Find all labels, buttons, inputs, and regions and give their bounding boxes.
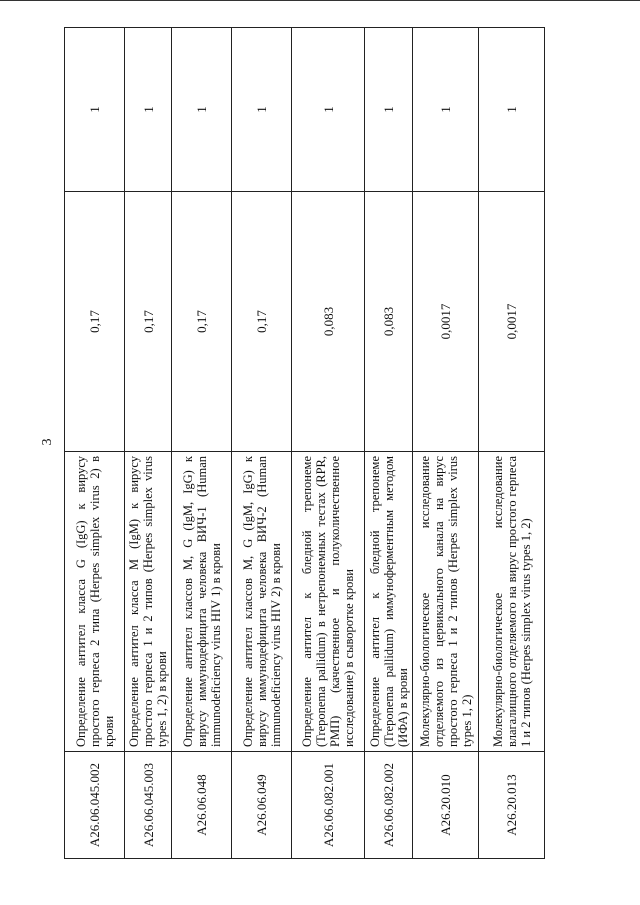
- frequency-coefficient: 0,17: [232, 192, 292, 452]
- table-row: [125, 28, 172, 859]
- service-name: Определение антител класса M (IgM) к вирусу простого герпеса 1 и 2 типов (Herpes simplex virus types 1, 2) в крови: [125, 452, 172, 752]
- services-table-container: [64, 28, 636, 859]
- service-code: A26.06.048: [172, 752, 232, 859]
- frequency-coefficient: 0,083: [292, 192, 365, 452]
- multiplicity: 1: [479, 28, 545, 192]
- table-row: [479, 28, 545, 859]
- multiplicity: 1: [172, 28, 232, 192]
- service-name: Определение антител класса G (IgG) к вирусу простого герпеса 2 типа (Herpes simplex virus 2) в крови: [65, 452, 125, 752]
- service-name: Определение антител классов M, G (IgM, IgG) к вирусу иммунодефицита человека ВИЧ-2 (Human immunodeficiency virus HIV 2) в крови: [232, 452, 292, 752]
- page-number: 3: [40, 438, 55, 446]
- frequency-coefficient: 0,083: [365, 192, 413, 452]
- frequency-coefficient: 0,17: [65, 192, 125, 452]
- service-code: A26.06.045.002: [65, 752, 125, 859]
- service-code: A26.06.045.003: [125, 752, 172, 859]
- service-code: A26.06.082.001: [292, 752, 365, 859]
- table-row: [65, 28, 125, 859]
- table-row: [172, 28, 232, 859]
- service-name: Определение антител классов M, G (IgM, IgG) к вирусу иммунодефицита человека ВИЧ-1 (Human immunodeficiency virus HIV 1) в крови: [172, 452, 232, 752]
- multiplicity: 1: [232, 28, 292, 192]
- scan-edge-line: [0, 0, 640, 1]
- service-code: A26.20.013: [479, 752, 545, 859]
- service-name: Определение антител к бледной трепонеме (Treponema pallidum) в нетрепонемных тестах (RPR, РМП) (качественное и полуколичественное исследование) в сыворотке крови: [292, 452, 365, 752]
- table-row: [292, 28, 365, 859]
- services-table: [64, 27, 545, 859]
- multiplicity: 1: [365, 28, 413, 192]
- multiplicity: 1: [413, 28, 479, 192]
- frequency-coefficient: 0,17: [125, 192, 172, 452]
- table-row: [232, 28, 292, 859]
- service-name: Определение антител к бледной трепонеме (Treponema pallidum) иммуноферментным методом (ИФА) в крови: [365, 452, 413, 752]
- multiplicity: 1: [125, 28, 172, 192]
- multiplicity: 1: [292, 28, 365, 192]
- multiplicity: 1: [65, 28, 125, 192]
- service-name: Молекулярно-биологическое исследование отделяемого из цервикального канала на вирус простого герпеса 1 и 2 типов (Herpes simplex virus types 1, 2): [413, 452, 479, 752]
- service-code: A26.06.049: [232, 752, 292, 859]
- service-code: A26.20.010: [413, 752, 479, 859]
- table-row: [413, 28, 479, 859]
- frequency-coefficient: 0,0017: [479, 192, 545, 452]
- table-row: [365, 28, 413, 859]
- service-name: Молекулярно-биологическое исследование влагалищного отделяемого на вирус простого герпеса 1 и 2 типов (Herpes simplex virus types 1, 2): [479, 452, 545, 752]
- rotated-table-frame: [64, 28, 636, 859]
- service-code: A26.06.082.002: [365, 752, 413, 859]
- frequency-coefficient: 0,0017: [413, 192, 479, 452]
- frequency-coefficient: 0,17: [172, 192, 232, 452]
